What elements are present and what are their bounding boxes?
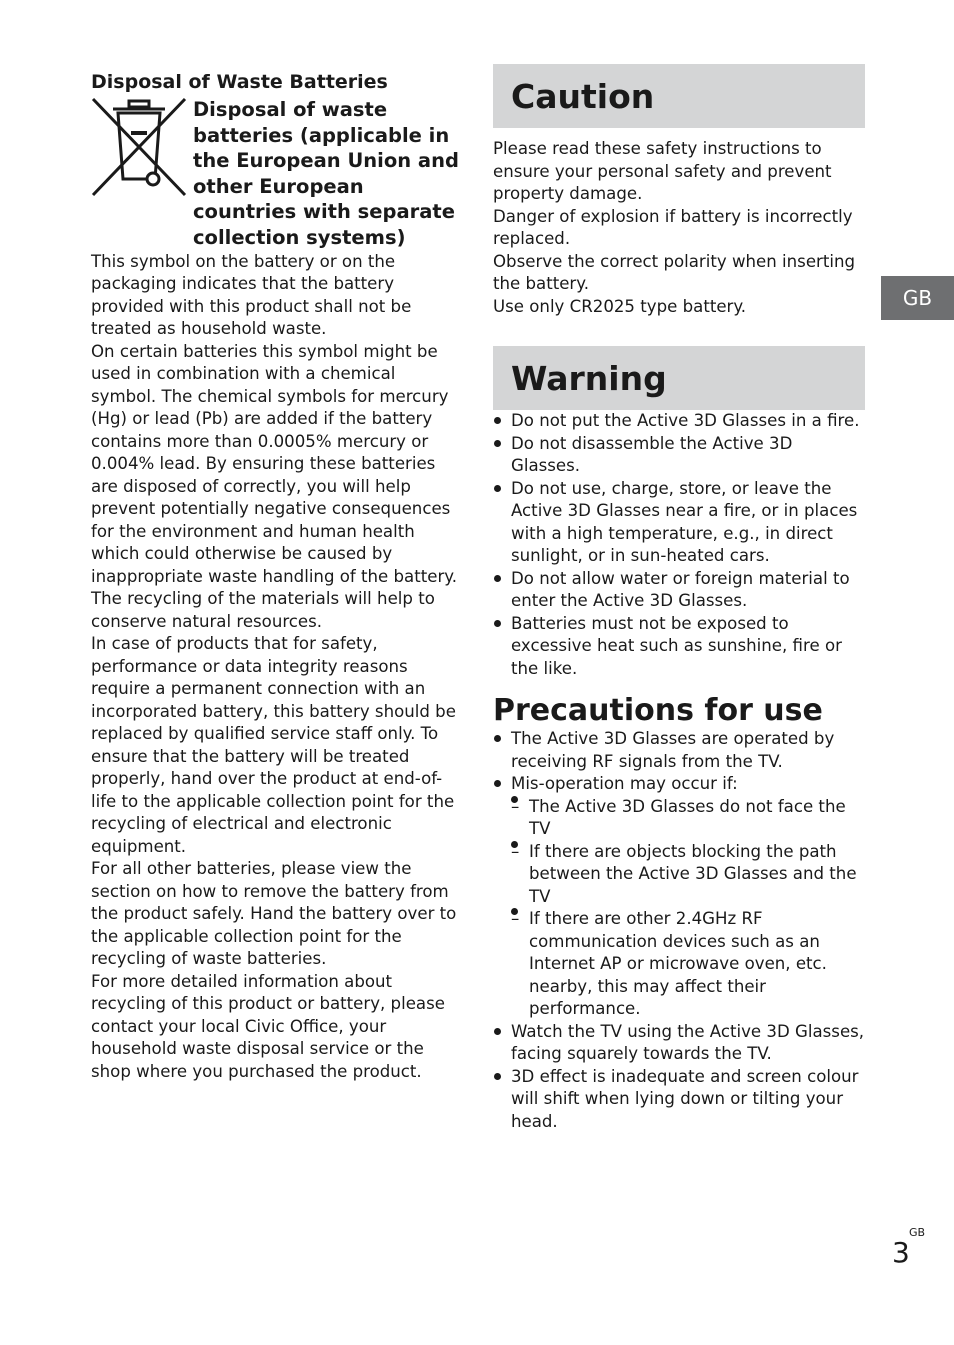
disposal-body bbox=[91, 251, 463, 1084]
precautions-list bbox=[493, 728, 865, 1133]
precautions-heading: Precautions for use bbox=[493, 693, 823, 728]
paragraph: On certain batteries this symbol might be used in combination with a chemical symbol. The chemical symbols for mercury (Hg) or lead (Pb) are added if the battery contains more than 0.0005% mercury or 0.004% lead. By ensuring these batteries are disposed of correctly, you will help prevent potentially negative consequences for the environment and human health which could otherwise be caused by inappropriate waste handling of the battery. The recycling of the materials will help to conserve natural resources. bbox=[91, 341, 458, 631]
paragraph: For all other batteries, please view the section on how to remove the battery from the product safely. Hand the battery over to the applicable collection point for the recycling of waste batteries. bbox=[91, 859, 457, 969]
list-item: Do not put the Active 3D Glasses in a fire. bbox=[493, 410, 865, 433]
list-item: Do not allow water or foreign material to enter the Active 3D Glasses. bbox=[493, 568, 865, 613]
paragraph: This symbol on the battery or on the packaging indicates that the battery provided with this product shall not be treated as household waste. bbox=[91, 251, 412, 339]
crossed-out-wheeled-bin-icon bbox=[91, 97, 187, 197]
list-item bbox=[493, 773, 865, 1021]
caution-line: Danger of explosion if battery is incorrectly replaced. bbox=[493, 206, 853, 248]
language-tab: GB bbox=[881, 276, 954, 320]
list-item: The Active 3D Glasses are operated by receiving RF signals from the TV. bbox=[493, 728, 865, 773]
weee-title: Disposal of waste batteries (applicable in the European Union and other European countries with separate collection systems) bbox=[193, 98, 459, 249]
sub-list-item: – If there are other 2.4GHz RF communication devices such as an Internet AP or microwave oven, etc. nearby, this may affect their performance. bbox=[511, 908, 865, 1021]
list-item: 3D effect is inadequate and screen colour will shift when lying down or tilting your head. bbox=[493, 1066, 865, 1134]
list-item-text: Mis-operation may occur if: bbox=[511, 774, 738, 793]
sub-list bbox=[511, 796, 865, 1021]
list-item: Do not disassemble the Active 3D Glasses. bbox=[493, 433, 865, 478]
warning-list bbox=[493, 410, 865, 680]
right-column bbox=[493, 64, 865, 1133]
paragraph: For more detailed information about recycling of this product or battery, please contact your local Civic Office, your household waste disposal service or the shop where you purchased the product. bbox=[91, 971, 445, 1081]
warning-heading: Warning bbox=[493, 346, 865, 410]
sub-list-item: – If there are objects blocking the path between the Active 3D Glasses and the TV bbox=[511, 841, 865, 909]
list-item: Watch the TV using the Active 3D Glasses, facing squarely towards the TV. bbox=[493, 1021, 865, 1066]
section-heading: Disposal of Waste Batteries bbox=[91, 71, 388, 93]
list-item: Batteries must not be exposed to excessive heat such as sunshine, fire or the like. bbox=[493, 613, 865, 681]
page-region-label: GB bbox=[909, 1226, 926, 1239]
paragraph: In case of products that for safety, performance or data integrity reasons require a permanent connection with an incorporated battery, this battery should be replaced by qualified service staff only. To ensure that the battery will be treated properly, hand over the product at end-of-life to the applicable collection point for the recycling of electrical and electronic equipment. bbox=[91, 634, 456, 856]
caution-line: Please read these safety instructions to ensure your personal safety and prevent property damage. bbox=[493, 139, 832, 203]
weee-block bbox=[91, 97, 463, 251]
caution-line: Use only CR2025 type battery. bbox=[493, 296, 747, 316]
caution-heading: Caution bbox=[493, 64, 865, 128]
caution-body bbox=[493, 138, 865, 318]
left-column bbox=[91, 70, 463, 1083]
sub-list-item: – The Active 3D Glasses do not face the TV bbox=[511, 796, 865, 841]
caution-line: Observe the correct polarity when inserting the battery. bbox=[493, 251, 856, 293]
list-item: Do not use, charge, store, or leave the Active 3D Glasses near a fire, or in places with a high temperature, e.g., in direct sunlight, or in sun-heated cars. bbox=[493, 478, 865, 568]
page-number: 3 bbox=[892, 1236, 910, 1269]
